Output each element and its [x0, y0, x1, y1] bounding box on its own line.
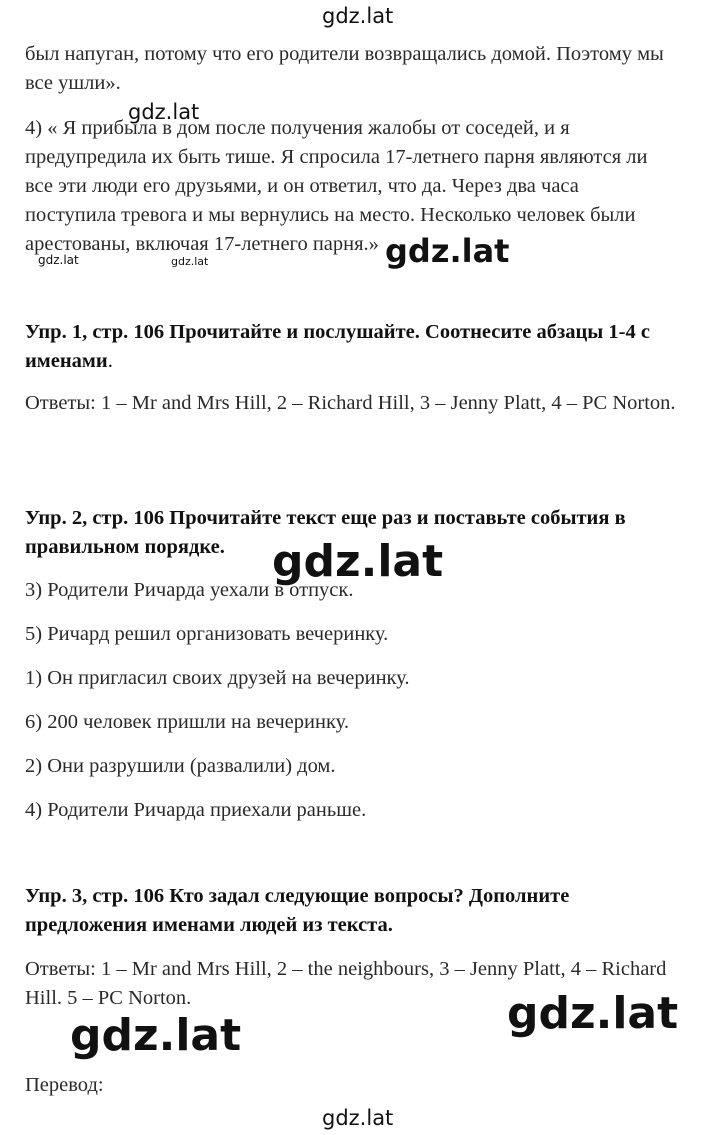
exercise-1-heading: Упр. 1, стр. 106 Прочитайте и послушайте. Соотнесите абзацы 1-4 с именами.: [25, 321, 650, 372]
exercise-3-heading: Упр. 3, стр. 106 Кто задал следующие вопросы? Дополните предложения именами людей из текста.: [25, 885, 570, 936]
list-item: 5) Ричард решил организовать вечеринку.: [25, 623, 389, 645]
watermark: gdz.lat: [70, 1010, 242, 1061]
exercise-1-answer: Ответы: 1 – Mr and Mrs Hill, 2 – Richard Hill, 3 – Jenny Platt, 4 – PC Norton.: [25, 392, 676, 414]
list-item: 4) Родители Ричарда приехали раньше.: [25, 799, 367, 821]
watermark: gdz.lat: [38, 253, 79, 267]
watermark-bottom: gdz.lat: [322, 1106, 394, 1130]
exercise-2-heading: Упр. 2, стр. 106 Прочитайте текст еще раз и поставьте события в правильном порядке.: [25, 507, 626, 558]
watermark: gdz.lat: [507, 988, 679, 1039]
list-item: 3) Родители Ричарда уехали в отпуск.: [25, 579, 354, 601]
watermark: gdz.lat: [171, 255, 209, 268]
list-item: 1) Он пригласил своих друзей на вечеринку.: [25, 667, 410, 689]
quote-4: 4) « Я прибыла в дом после получения жалобы от соседей, и я предупредила их быть тише. Я спросила 17-летнего парня являются ли все эти люди его друзьями, и он ответил, что да. Через два часа поступила тревога и мы вернулись на место. Несколько человек были арестованы, включая 17-летнего парня.»: [25, 117, 648, 255]
watermark-top: gdz.lat: [322, 4, 394, 28]
watermark: gdz.lat: [272, 536, 444, 587]
list-item: 6) 200 человек пришли на вечеринку.: [25, 711, 349, 733]
list-item: 2) Они разрушили (развалили) дом.: [25, 755, 336, 777]
translation-label: Перевод:: [25, 1074, 104, 1096]
watermark: gdz.lat: [385, 232, 510, 270]
watermark: gdz.lat: [128, 100, 200, 124]
quote-ending: был напуган, потому что его родители возвращались домой. Поэтому мы все ушли».: [25, 43, 664, 94]
exercise-3-answer: Ответы: 1 – Mr and Mrs Hill, 2 – the neighbours, 3 – Jenny Platt, 4 – Richard Hill. 5 – PC Norton.: [25, 958, 667, 1009]
